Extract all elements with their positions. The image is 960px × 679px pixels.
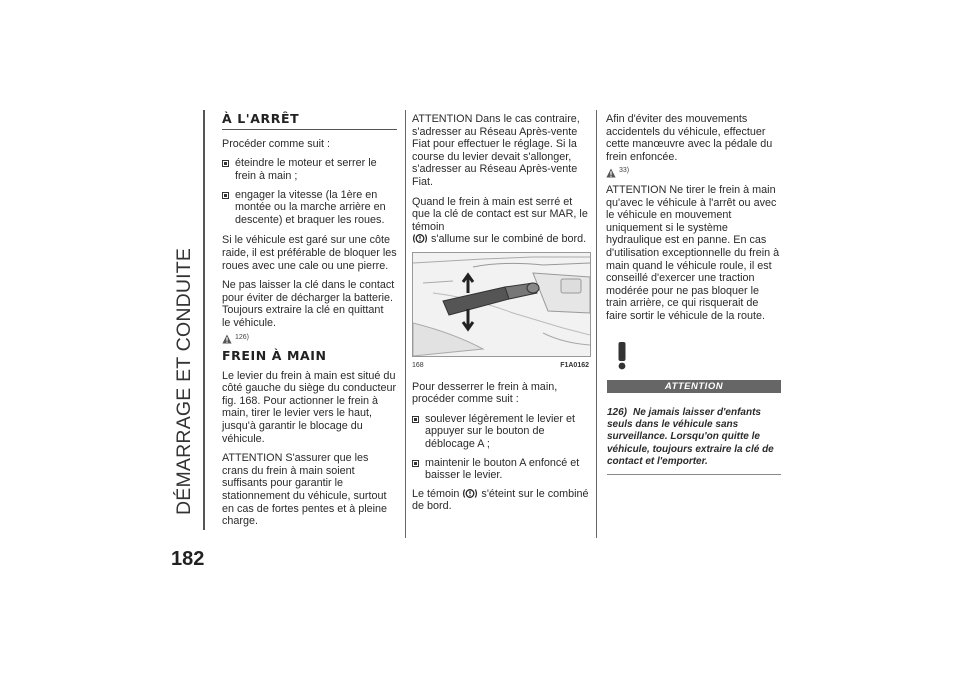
paragraph: ATTENTION S'assurer que les crans du frein à main soient suffisants pour garantir le stationnement du véhicule, surtout en cas de fortes pentes et à pleine charge. xyxy=(222,452,388,528)
paragraph: Si le véhicule est garé sur une côte raide, il est préférable de bloquer les roues avec une cale ou une pierre. xyxy=(222,234,397,272)
paragraph: Quand le frein à main est serré et que la clé de contact est sur MAR, le témoin s'allume sur le combiné de bord. xyxy=(412,195,588,246)
checkbox-bullet-icon xyxy=(412,416,419,423)
list-item: soulever légèrement le levier et appuyer sur le bouton de déblocage A ; xyxy=(412,413,590,451)
checkbox-bullet-icon xyxy=(222,192,229,199)
paragraph: Le témoin s'éteint sur le combiné de bord. xyxy=(412,487,589,513)
warning-triangle-icon xyxy=(606,168,616,178)
page-number: 182 xyxy=(171,548,205,570)
column-3 xyxy=(606,113,782,330)
intro-text: Procéder comme suit : xyxy=(222,137,331,150)
paragraph: Afin d'éviter des mouvements accidentels du véhicule, effectuer cette manœuvre avec la pédale du frein enfoncée. xyxy=(606,113,773,163)
attention-bar: ATTENTION xyxy=(607,380,781,393)
warning-triangle-icon xyxy=(222,334,232,344)
attention-text: 126) Ne jamais laisser d'enfants seuls dans le véhicule sans surveillance. Lorsqu'on quitte le véhicule, toujours extraire la clé de contact et l'emporter. xyxy=(607,407,774,467)
note-reference: 126) xyxy=(222,332,397,345)
paragraph: ATTENTION Dans le cas contraire, s'adresser au Réseau Après-vente Fiat pour effectuer le réglage. Si la course du levier devait s'allonger, s'adresser au Réseau Après-vente Fiat. xyxy=(412,113,580,188)
attention-number: 126) xyxy=(607,407,628,418)
column-1 xyxy=(222,113,397,535)
handbrake-warning-lamp-icon xyxy=(412,233,428,244)
side-divider xyxy=(203,110,205,530)
column-divider-2 xyxy=(596,110,597,538)
section-side-title: DÉMARRAGE ET CONDUITE xyxy=(173,247,195,515)
heading-underline xyxy=(222,129,397,130)
paragraph: ATTENTION Ne tirer le frein à main qu'avec le véhicule à l'arrêt ou avec le véhicule en mouvement uniquement si le système hydraulique est en panne. En cas d'utilisation exceptionnelle du frein à main quand le véhicule roule, il est conseillé d'exercer une traction modérée pour ne pas bloquer le train arrière, ce qui risquerait de faire sortir le véhicule de la route. xyxy=(606,183,780,322)
checkbox-bullet-icon xyxy=(222,160,229,167)
column-2 xyxy=(412,113,590,520)
attention-bottom-rule xyxy=(607,474,781,475)
paragraph: Le levier du frein à main est situé du côté gauche du siège du conducteur fig. 168. Pour actionner le frein à main, tirer le levier vers le haut, jusqu'à garantir le blocage du véhicule. xyxy=(222,369,397,445)
paragraph: Pour desserrer le frein à main, procéder comme suit : xyxy=(412,380,558,406)
heading-a-larret: À L'ARRÊT xyxy=(222,111,300,126)
figure-number: 168 xyxy=(412,361,424,369)
handbrake-figure xyxy=(412,252,591,357)
list-item: engager la vitesse (la 1ère en montée ou la marche arrière en descente) et braquer les roues. xyxy=(222,189,397,227)
paragraph: Ne pas laisser la clé dans le contact pour éviter de décharger la batterie. Toujours extraire la clé en quittant le véhicule. xyxy=(222,279,395,329)
handbrake-warning-lamp-icon xyxy=(462,488,478,499)
checkbox-bullet-icon xyxy=(412,460,419,467)
list-item: maintenir le bouton A enfoncé et baisser le levier. xyxy=(412,457,590,482)
warning-exclamation-icon xyxy=(608,340,636,370)
list-item: éteindre le moteur et serrer le frein à main ; xyxy=(222,157,397,182)
heading-frein-a-main: FREIN À MAIN xyxy=(222,348,327,364)
figure-caption xyxy=(412,360,589,373)
note-reference: 33) xyxy=(606,165,782,178)
column-divider-1 xyxy=(405,110,406,538)
handbrake-illustration xyxy=(413,253,590,356)
figure-code: F1A0162 xyxy=(560,361,589,369)
